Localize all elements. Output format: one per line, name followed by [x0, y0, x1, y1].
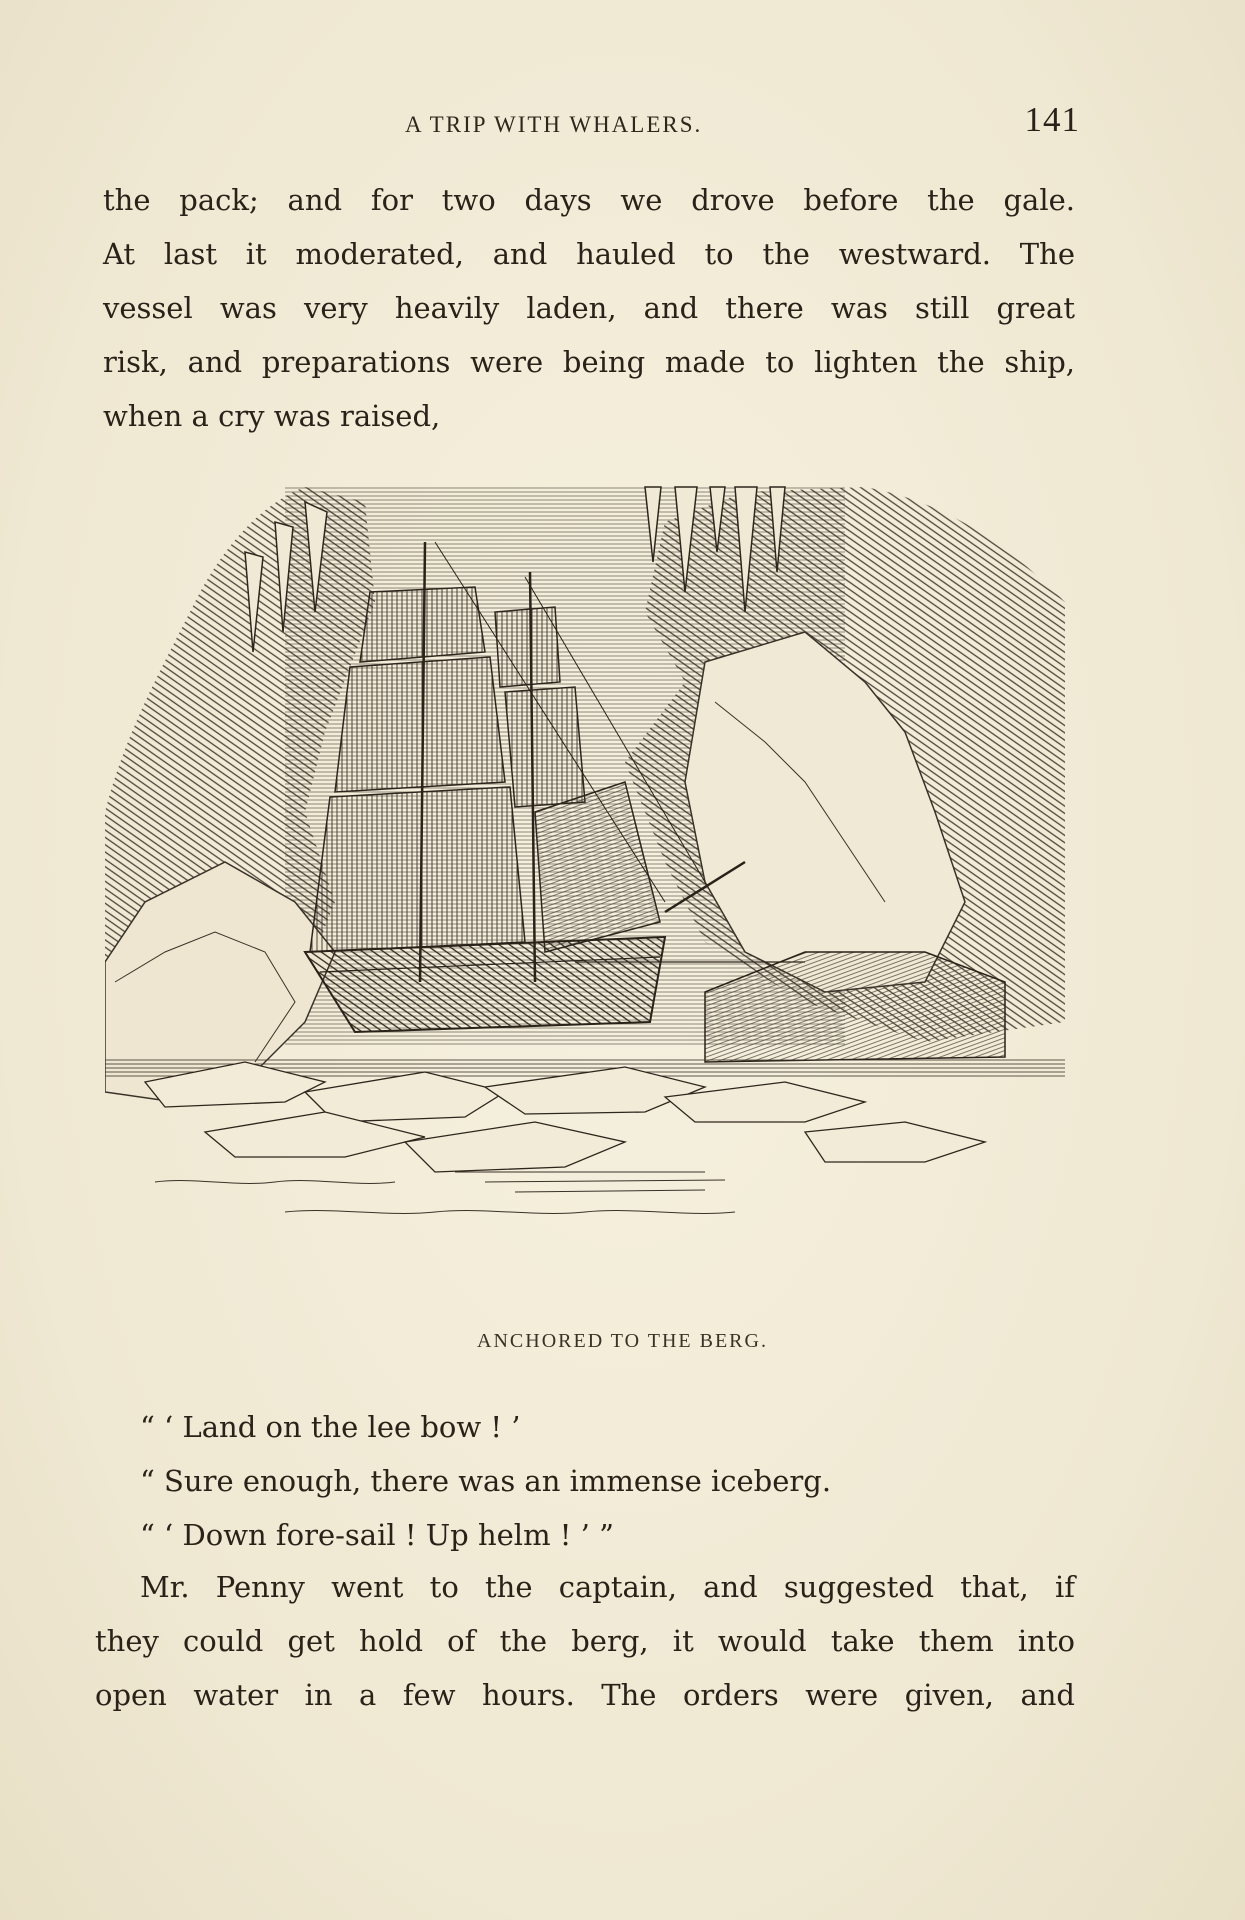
text-line: open water in a few hours. The orders were given, and — [95, 1678, 1075, 1712]
paragraph-top — [103, 173, 1075, 443]
figure-caption: ANCHORED TO THE BERG. — [477, 1330, 768, 1352]
quote-line: “ ‘ Land on the lee bow ! ’ — [140, 1410, 521, 1444]
paragraph-bottom — [95, 1560, 1075, 1722]
text-line: risk, and preparations were being made to lighten the ship, — [103, 345, 1075, 379]
text-line: when a cry was raised, — [103, 399, 441, 433]
text-line: vessel was very heavily laden, and there was still great — [103, 291, 1075, 325]
engraving-illustration — [105, 482, 1065, 1307]
quote-line: “ Sure enough, there was an immense iceberg. — [140, 1464, 832, 1498]
running-head: A TRIP WITH WHALERS. — [405, 112, 703, 137]
text-line: At last it moderated, and hauled to the westward. The — [103, 237, 1075, 271]
ship-iceberg-engraving — [105, 482, 1065, 1307]
text-line: Mr. Penny went to the captain, and suggested that, if — [140, 1570, 1075, 1604]
dialogue-quotes — [140, 1400, 1075, 1562]
page-number: 141 — [1024, 100, 1080, 139]
text-line: the pack; and for two days we drove before the gale. — [103, 183, 1075, 217]
text-line: they could get hold of the berg, it would take them into — [95, 1624, 1075, 1658]
quote-line: “ ‘ Down fore-sail ! Up helm ! ’ ” — [140, 1518, 614, 1552]
page-header — [100, 100, 1090, 150]
